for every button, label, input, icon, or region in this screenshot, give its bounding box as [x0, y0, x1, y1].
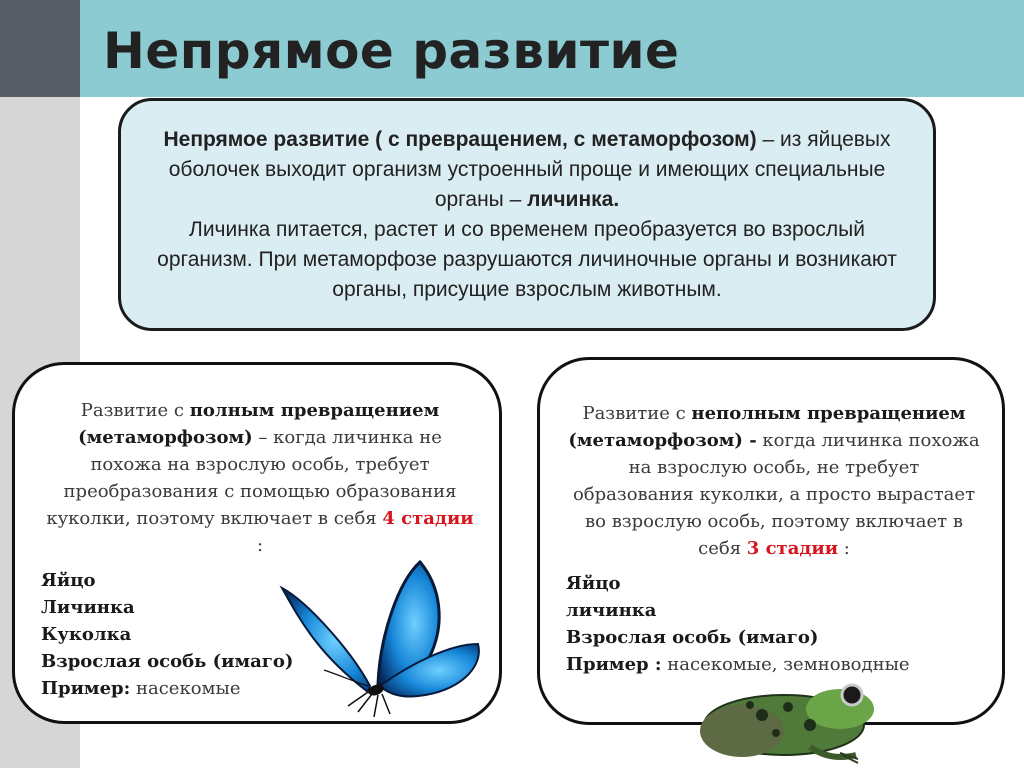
definition-larva-word: личинка.: [527, 188, 620, 211]
stage-item: Личинка: [41, 597, 135, 618]
butterfly-illustration: [270, 552, 492, 722]
example-label: Пример:: [41, 678, 131, 699]
incomplete-description: [566, 400, 982, 562]
slide-title: Непрямое развитие: [103, 22, 680, 80]
stage-item: Взрослая особь (имаго): [566, 627, 819, 648]
stage-item: личинка: [566, 600, 657, 621]
example-label: Пример :: [566, 654, 662, 675]
incomplete-dash: -: [742, 430, 757, 451]
incomplete-intro: Развитие с: [582, 403, 692, 424]
incomplete-term: неполным превращением (метаморфозом): [568, 403, 966, 451]
definition-box: [118, 98, 936, 331]
complete-desc: – когда личинка не похожа на взрослую особь, требует преобразования с помощью образования куколки, поэтому включает в себя: [46, 427, 457, 529]
stage-item: Яйцо: [41, 570, 96, 591]
example-value: насекомые: [130, 678, 241, 699]
incomplete-desc: когда личинка похожа на взрослую особь, не требует образования куколки, а просто вырастает во взрослую особь, поэтому включает в себя: [572, 430, 980, 559]
stage-item: Взрослая особь (имаго): [41, 651, 294, 672]
complete-colon: :: [256, 535, 264, 556]
definition-text-1: – из яйцевых оболочек выходит организм устроенный проще и имеющих специальные органы –: [168, 128, 891, 211]
stage-item: Яйцо: [566, 573, 621, 594]
incomplete-stage-count: 3 стадии: [746, 538, 839, 559]
left-decor-bar-top: [0, 0, 80, 97]
complete-term: полным превращением (метаморфозом): [78, 400, 440, 448]
example-value: насекомые, земноводные: [661, 654, 910, 675]
incomplete-colon: :: [838, 538, 850, 559]
frog-illustration: [690, 665, 890, 765]
stage-item: Куколка: [41, 624, 132, 645]
incomplete-stage-list: [566, 570, 982, 678]
definition-text-2: Личинка питается, растет и со временем преобразуется во взрослый организм. При метаморфозе разрушаются личиночные органы и возникают органы, присущие взрослым животным.: [157, 218, 897, 301]
complete-description: [41, 397, 479, 559]
complete-intro: Развитие с: [80, 400, 190, 421]
definition-term: Непрямое развитие ( с превращением, с метаморфозом): [163, 128, 757, 151]
complete-stage-count: 4 стадии: [382, 508, 474, 529]
